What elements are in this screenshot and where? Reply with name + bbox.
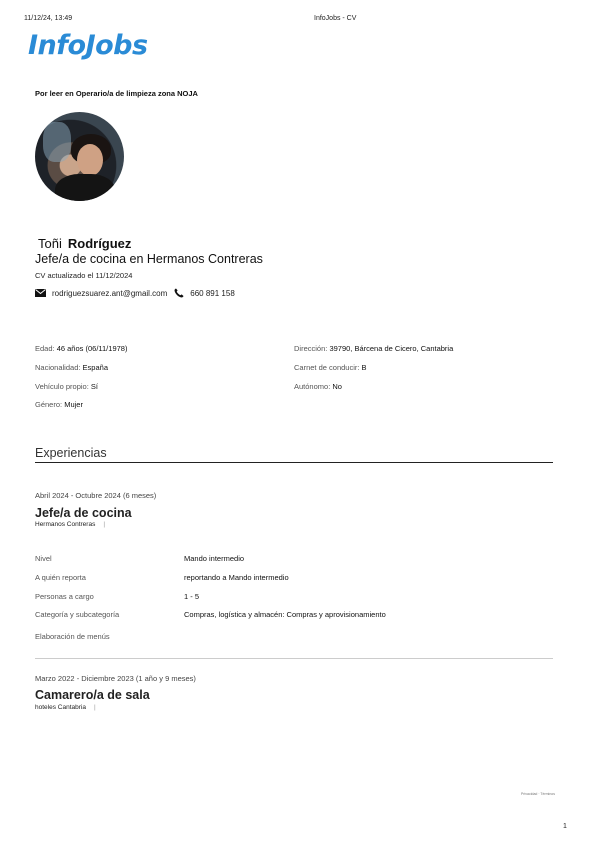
headline: Jefe/a de cocina en Hermanos Contreras <box>35 252 263 266</box>
email-link[interactable]: rodriguezsuarez.ant@gmail.com <box>52 288 168 298</box>
to-read-label: Por leer en Operario/a de limpieza zona NOJA <box>35 89 198 98</box>
detail-row: Personas a cargo 1 - 5 <box>35 592 200 601</box>
self-employed-field: Autónomo: No <box>294 382 342 391</box>
detail-row: Categoría y subcategoría Compras, logística y almacén: Compras y aprovisionamiento <box>35 610 386 619</box>
experience-section-title: Experiencias <box>35 446 553 463</box>
age-field: Edad: 46 años (06/11/1978) <box>35 344 128 353</box>
own-vehicle-field: Vehículo propio: Sí <box>35 382 98 391</box>
experience-1-period: Abril 2024 - Octubre 2024 (6 meses) <box>35 491 157 500</box>
experience-2-role: Camarero/a de sala <box>35 688 150 702</box>
phone-number[interactable]: 660 891 158 <box>190 288 235 298</box>
experience-2-company: hoteles Cantabria | <box>35 704 96 711</box>
first-name: Toñi <box>38 236 62 251</box>
infojobs-logo[interactable]: InfoJobs <box>28 30 148 61</box>
experience-1-company: Hermanos Contreras | <box>35 521 106 528</box>
nationality-field: Nacionalidad: España <box>35 363 108 372</box>
footer-links[interactable]: Privacidad · Términos <box>521 792 555 796</box>
experience-1-details <box>35 554 386 641</box>
last-name: Rodríguez <box>67 236 132 251</box>
envelope-icon <box>35 289 46 297</box>
detail-row: Nivel Mando intermedio <box>35 554 245 563</box>
candidate-name <box>38 236 131 251</box>
personal-data-right <box>294 344 453 391</box>
contact-row <box>35 288 235 298</box>
divider <box>35 658 553 659</box>
cv-updated: CV actualizado el 11/12/2024 <box>35 271 133 280</box>
personal-data-left <box>35 344 127 409</box>
driving-license-field: Carnet de conducir: B <box>294 363 367 372</box>
detail-row: A quién reporta reportando a Mando intermedio <box>35 573 289 582</box>
experience-1-description: Elaboración de menús <box>35 632 110 641</box>
experience-1-role: Jefe/a de cocina <box>35 506 132 520</box>
avatar <box>35 112 124 201</box>
phone-icon <box>174 288 184 298</box>
print-datetime: 11/12/24, 13:49 <box>24 15 73 22</box>
gender-field: Género: Mujer <box>35 400 83 409</box>
address-field: Dirección: 39790, Bárcena de Cicero, Cantabria <box>294 344 454 353</box>
experience-2-period: Marzo 2022 - Diciembre 2023 (1 año y 9 meses) <box>35 674 196 683</box>
page-number: 1 <box>563 823 567 830</box>
print-page-title: InfoJobs - CV <box>314 15 357 22</box>
